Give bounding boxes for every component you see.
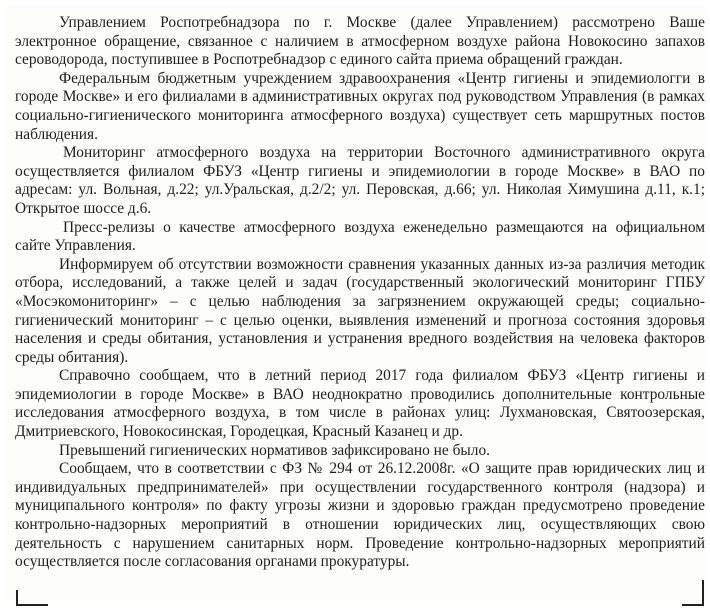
document-body <box>15 14 705 572</box>
paragraph-legal-notice: Сообщаем, что в соответствии с ФЗ № 294 от 26.12.2008г. «О защите прав юридических лиц и индивидуальных предпринимателей» при осуществлении государственного контроля (надзора) и муниципального контроля» по факту угрозы жизни и здоровью граждан предусмотрено проведение контрольно-надзорных мероприятий в отношении юридических лиц, осуществляющих свою деятельность с нарушением санитарных норм. Проведение контрольно-надзорных мероприятий осуществляется после согласования органами прокуратуры. <box>15 460 705 571</box>
paragraph-comparison-notice: Информируем об отсутствии возможности сравнения указанных данных из-за различия методик отбора, исследований, а также целей и задач (государственный экологический мониторинг ГПБУ «Мосэкомониторинг» – с целью наблюдения за загрязнением окружающей среды; социально-гигиенический мониторинг – с целью оценки, выявления изменений и прогноза состояния здоровья населения и среды обитания, установления и устранения вредного воздействия на человека факторов среды обитания). <box>15 255 705 366</box>
paragraph-monitoring-addresses: Мониторинг атмосферного воздуха на территории Восточного административного округа осуществляется филиалом ФБУЗ «Центр гигиены и эпидемиологии в городе Москве» в ВАО по адресам: ул. Вольная, д.22; ул.Уральская, д.2/2; ул. Перовская, д.66; ул. Николая Химушина д.11, к.1; Открытое шоссе д.6. <box>15 144 705 217</box>
crop-mark-right <box>682 580 704 606</box>
paragraph-monitoring-network: Федеральным бюджетным учреждением здравоохранения «Центр гигиены и эпидемиологги в городе Москве» и его филиалами в административных округах под руководством Управления (в рамках социально-гигиенического мониторинга атмосферного воздуха) существует сеть маршрутных постов наблюдения. <box>15 69 705 143</box>
paragraph-no-exceedances: Превышений гигиенических нормативов зафиксировано не было. <box>59 441 490 459</box>
crop-mark-left <box>16 590 48 606</box>
paragraph-summer-research: Справочно сообщаем, что в летний период 2017 года филиалом ФБУЗ «Центр гигиены и эпидемиологии в городе Москве» в ВАО неоднократно проводились дополнительные контрольные исследования атмосферного воздуха, в том числе в районах улиц: Лухмановская, Святоозерская, Дмитриевского, Новокосинская, Городецкая, Красный Казанец и др. <box>15 367 705 441</box>
paragraph-appeal-intro: Управлением Роспотребнадзора по г. Москве (далее Управлением) рассмотрено Ваше электронное обращение, связанное с наличием в атмосферном воздухе района Новокосино запахов сероводорода, поступившее в Роспотребнадзор с единого сайта приема обращений граждан. <box>15 14 705 69</box>
document-page <box>6 6 706 606</box>
paragraph-press-releases: Пресс-релизы о качестве атмосферного воздуха еженедельно размещаются на официальном сайте Управления. <box>15 218 705 255</box>
